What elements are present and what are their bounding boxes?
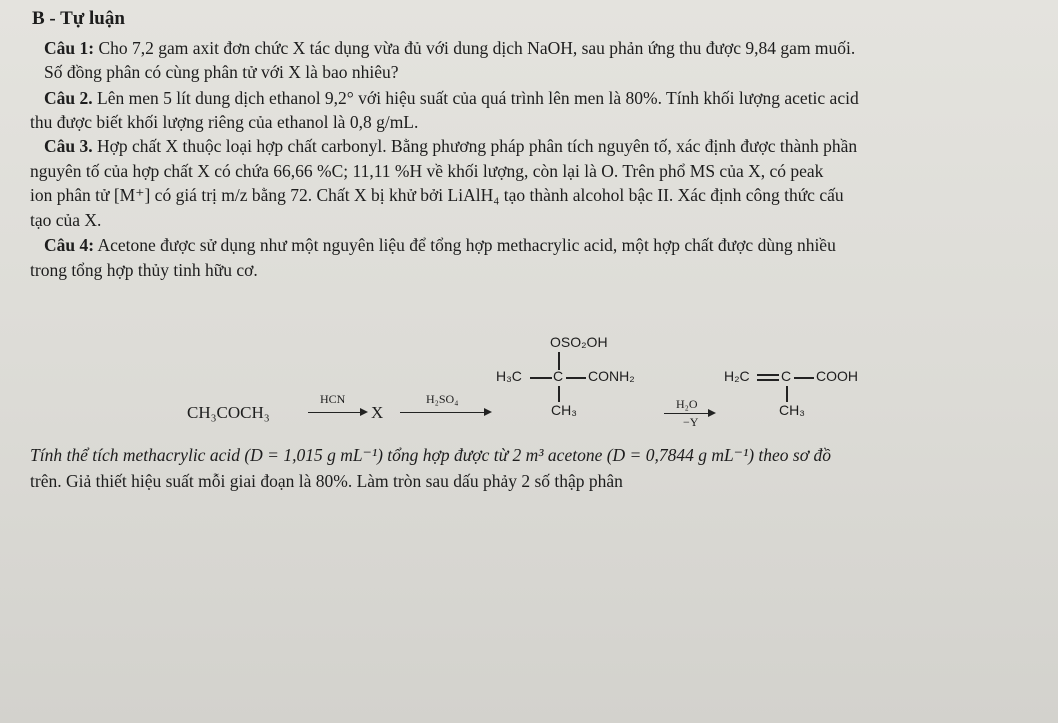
q4-line-4: trên. Giả thiết hiệu suất mỗi giai đoạn là 80%. Làm tròn sau dấu phảy 2 số thập phân xyxy=(30,471,623,491)
group-cooh: COOH xyxy=(816,368,858,384)
q1-line-2: Số đồng phân có cùng phân tử với X là bao nhiêu? xyxy=(44,62,399,82)
q3-line-4: tạo của X. xyxy=(30,210,102,230)
q3-line-2: nguyên tố của hợp chất X có chứa 66,66 %C; 11,11 %H về khối lượng, còn lại là O. Trên phổ MS của X, có peak xyxy=(30,161,824,181)
bond-left xyxy=(530,377,552,379)
q4-line-3: Tính thể tích methacrylic acid (D = 1,015 g mL⁻¹) tổng hợp được từ 2 m³ acetone (D = 0,7844 g mL⁻¹) theo sơ đồ xyxy=(30,445,831,465)
double-bond-bottom xyxy=(757,379,779,381)
product-group-ch3: CH₃ xyxy=(779,402,805,418)
reagent-hcn: HCN xyxy=(320,392,346,406)
intermediate-x: X xyxy=(371,403,384,422)
bond-right xyxy=(566,377,586,379)
product-bond-bottom xyxy=(786,386,788,402)
q4-line-1: Câu 4: Acetone được sử dụng như một nguyên liệu để tổng hợp methacrylic acid, một hợp chất được dùng nhiều xyxy=(44,235,836,255)
bond-bottom xyxy=(558,386,560,402)
q3-label: Câu 3. xyxy=(44,136,93,156)
q3-line-1: Câu 3. Hợp chất X thuộc loại hợp chất carbonyl. Bằng phương pháp phân tích nguyên tố, xác định được thành phần xyxy=(44,136,858,156)
q4-line-2: trong tổng hợp thủy tinh hữu cơ. xyxy=(30,260,258,280)
q2-line-1: Câu 2. Lên men 5 lít dung dịch ethanol 9,2° với hiệu suất của quá trình lên men là 80%. Tính khối lượng acetic acid xyxy=(44,88,859,108)
q4-label: Câu 4: xyxy=(44,235,95,255)
group-conh2: CONH₂ xyxy=(588,368,635,384)
arrow-2 xyxy=(400,412,490,413)
reagent-h2o: H₂O xyxy=(676,397,698,411)
q1-label: Câu 1: xyxy=(44,38,95,58)
double-bond-top xyxy=(757,374,779,376)
q1-line-1: Câu 1: Cho 7,2 gam axit đơn chức X tác dụng vừa đủ với dung dịch NaOH, sau phản ứng thu được 9,84 gam muối. xyxy=(44,38,856,58)
q2-label: Câu 2. xyxy=(44,88,93,108)
group-h3c: H₃C xyxy=(496,368,522,384)
reagent-h2so4: H₂SO₄ xyxy=(426,392,459,406)
product-bond-right xyxy=(794,377,814,379)
arrow-3 xyxy=(664,413,714,414)
product-carbon: C xyxy=(781,368,792,384)
reactant-acetone: CH₃COCH₃ xyxy=(187,403,270,422)
reagent-minus-y: −Y xyxy=(683,415,699,429)
section-title: B - Tự luận xyxy=(32,8,125,29)
group-h2c: H₂C xyxy=(724,368,750,384)
q3-line-3: ion phân tử [M⁺] có giá trị m/z bằng 72. Chất X bị khử bởi LiAlH₄ tạo thành alcohol bậc II. Xác định công thức cấu xyxy=(30,185,844,205)
central-carbon: C xyxy=(553,368,564,384)
q2-line-2: thu được biết khối lượng riêng của ethanol là 0,8 g/mL. xyxy=(30,112,419,132)
group-oso2oh: OSO₂OH xyxy=(550,334,608,350)
group-ch3: CH₃ xyxy=(551,402,577,418)
arrow-1 xyxy=(308,412,366,413)
